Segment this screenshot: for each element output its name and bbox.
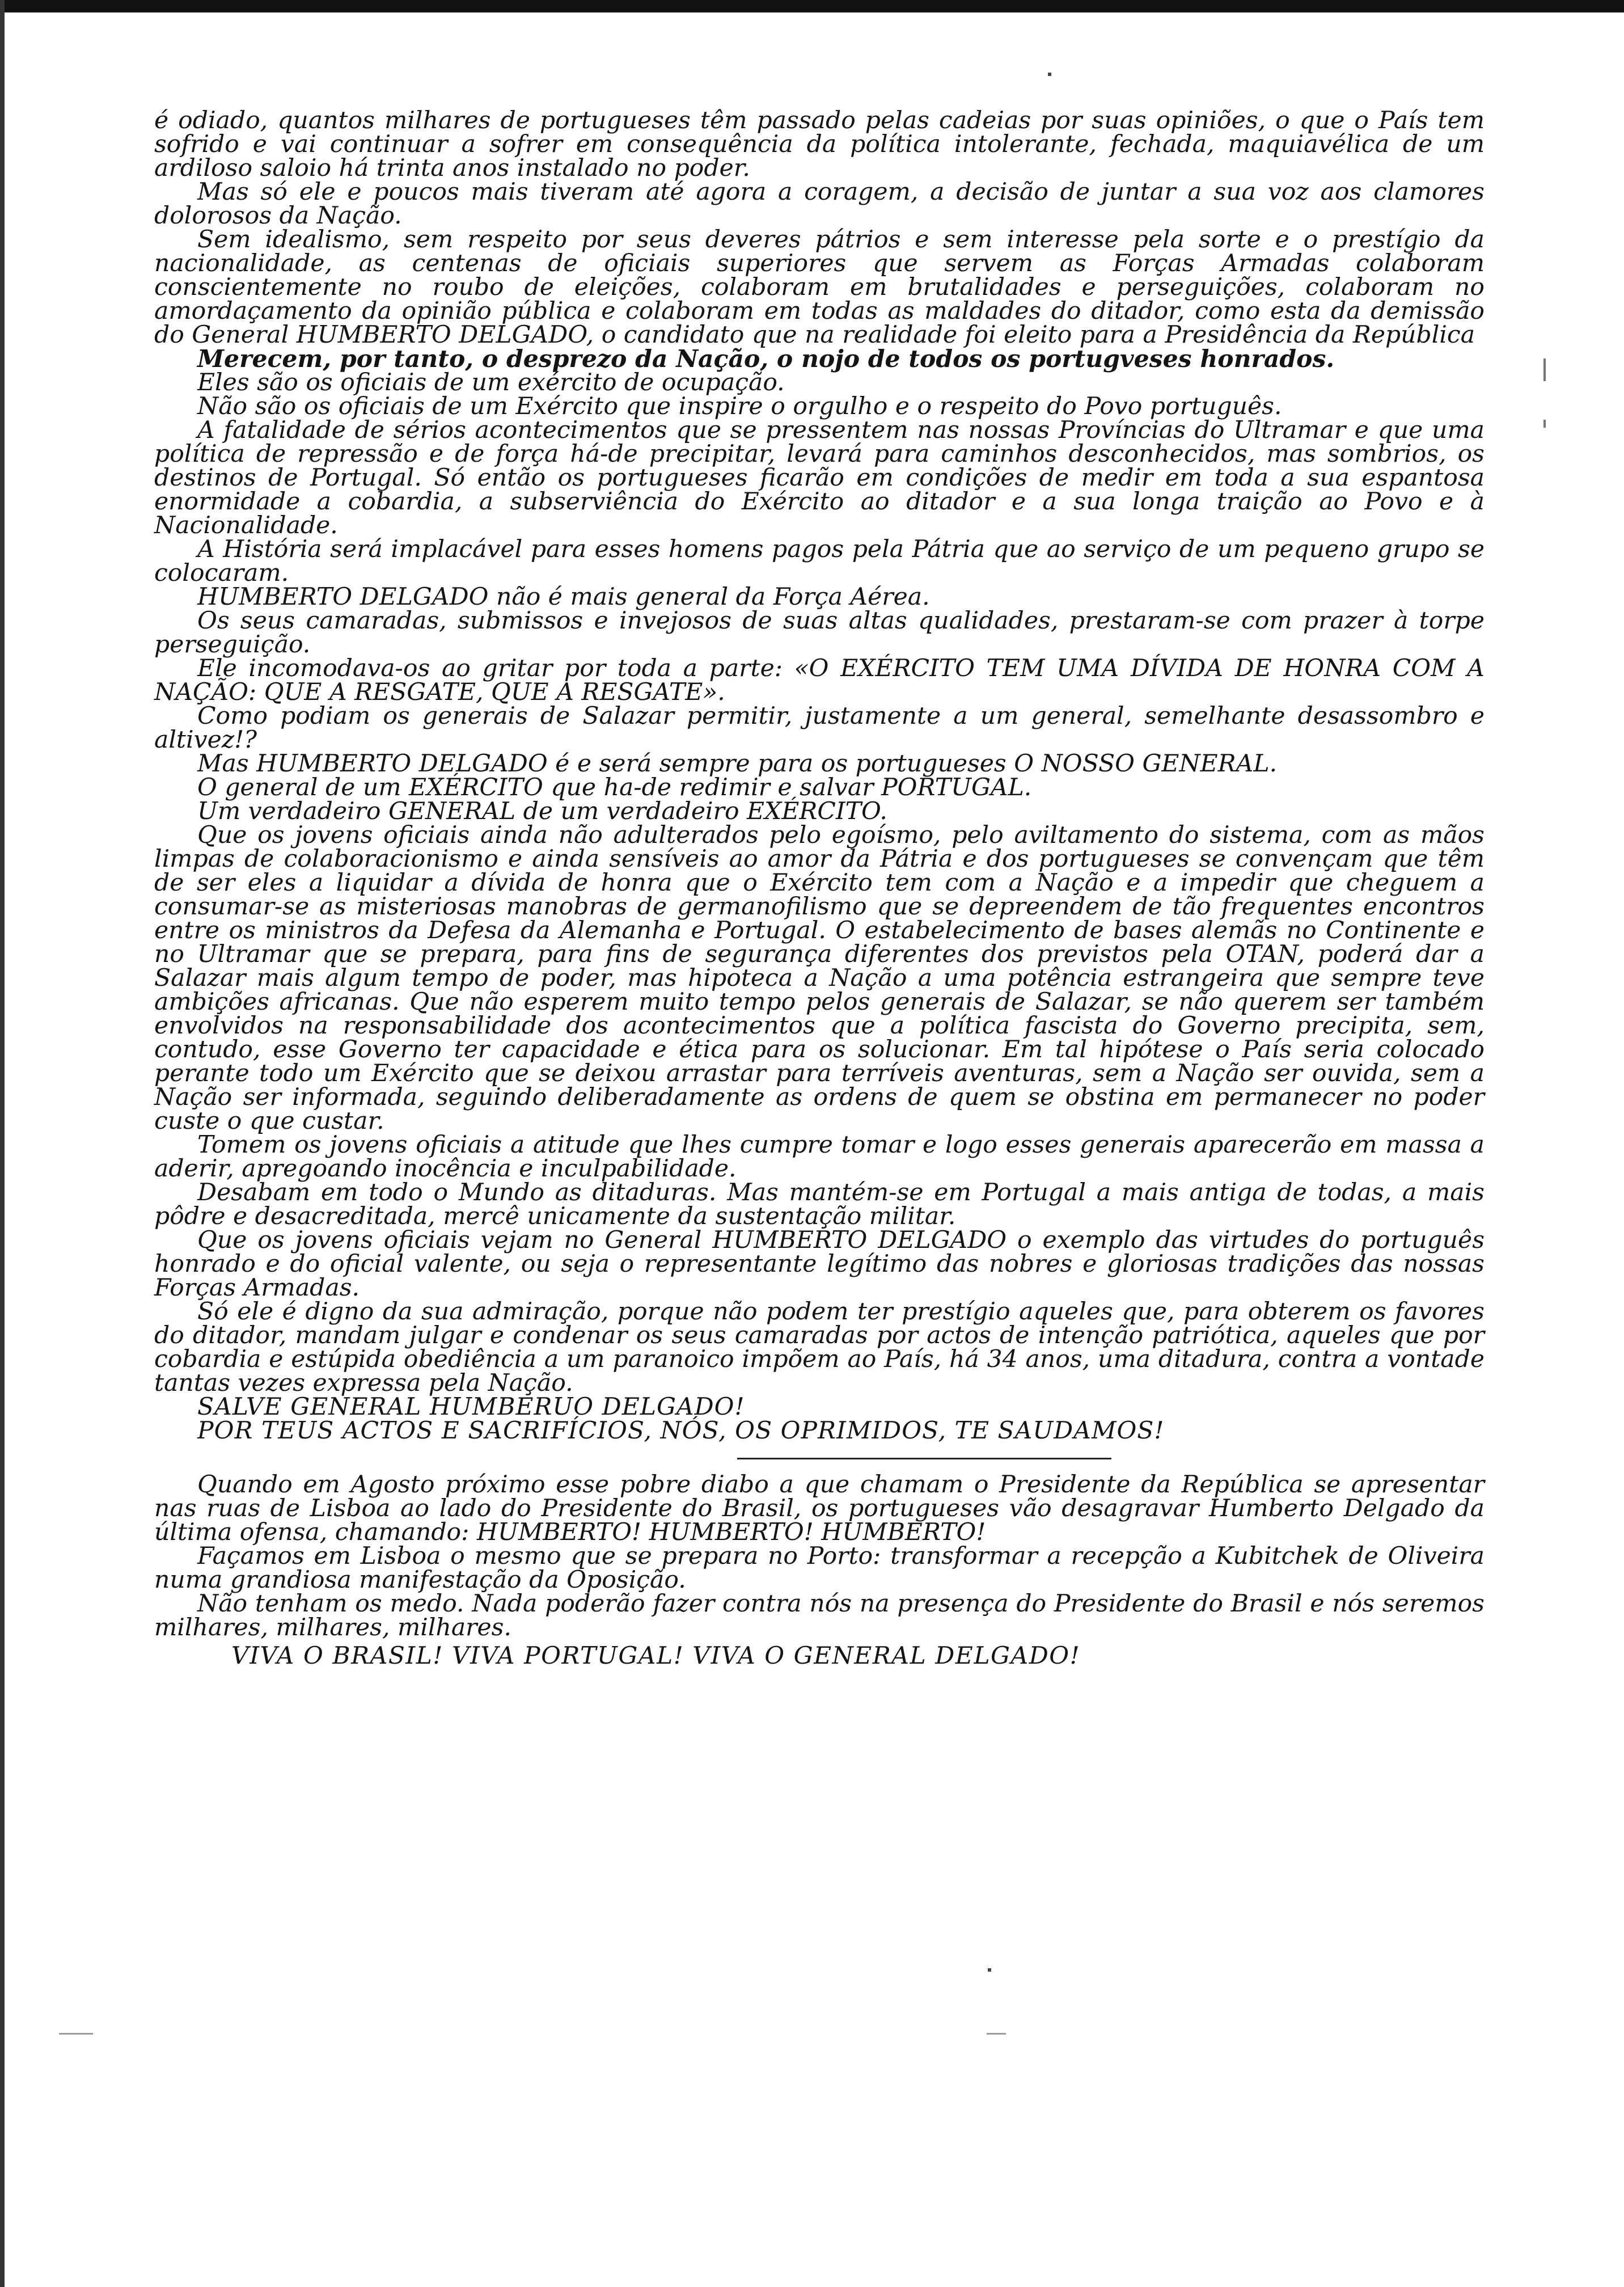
scan-speck [1048, 73, 1051, 76]
paragraph: A fatalidade de sérios acontecimentos que se pressentem nas nossas Províncias do Ultramar e que uma política de repressão e de força há-de precipitar, levará para caminhos desconhecidos, mas sombrios, os destinos de Portugal. Só então os portugueses ficarão em condições de medir em toda a sua espantosa enormidade a cobardia, a subserviência do Exército ao ditador e a sua longa traição ao Povo e à Nacionalidade. [154, 416, 1485, 539]
paragraph: O general de um EXÉRCITO que ha-de redimir e salvar PORTUGAL. [197, 774, 1032, 801]
margin-mark [1543, 420, 1546, 428]
paragraph: Que os jovens oficiais vejam no General HUMBERTO DELGADO o exemplo das virtudes do português honrado e do oficial valente, ou seja o representante legítimo das nobres e gloriosas tradições das nossas Forças Armadas. [154, 1226, 1485, 1302]
final-slogan: VIVA O BRASIL! VIVA PORTUGAL! VIVA O GENERAL DELGADO! [231, 1642, 1081, 1670]
paragraph: é odiado, quantos milhares de portugueses têm passado pelas cadeias por suas opiniões, o que o País tem sofrido e vai continuar a sofrer em consequência da política intolerante, fechada, maquiavélica de um ardiloso saloio há trinta anos instalado no poder. [154, 107, 1485, 182]
paragraph: Só ele é digno da sua admiração, porque não podem ter prestígio aqueles que, para obterem os favores do ditador, mandam julgar e condenar os seus camaradas por actos de intenção patriótica, aqueles que por cobardia e estúpida obediência a um paranoico impõem ao País, há 34 anos, uma ditadura, contra a vontade tantas vezes expressa pela Nação. [154, 1298, 1485, 1397]
paragraph: Um verdadeiro GENERAL de um verdadeiro EXÉRCITO. [197, 798, 887, 825]
closing-paragraph: Façamos em Lisboa o mesmo que se prepara no Porto: transformar a recepção a Kubitchek de Oliveira numa grandiosa manifestação da Oposição. [154, 1542, 1485, 1594]
paragraph: Ele incomodava-os ao gritar por toda a parte: «O EXÉRCITO TEM UMA DÍVIDA DE HONRA COM A NAÇÃO: QUE A RESGATE, QUE A RESGATE». [154, 655, 1485, 706]
closing-paragraph: Quando em Agosto próximo esse pobre diabo a que chamam o Presidente da República se apresentar nas ruas de Lisboa ao lado do Presidente do Brasil, os portugueses vão desagravar Humberto Delgado da última ofensa, chamando: HUMBERTO! HUMBERTO! HUMBERTO! [154, 1471, 1485, 1546]
paragraph: Mas só ele e poucos mais tiveram até agora a coragem, a decisão de juntar a sua voz aos clamores dolorosos da Nação. [154, 178, 1485, 230]
section-divider [737, 1458, 1111, 1459]
closing-paragraph: Não tenham os medo. Nada poderão fazer contra nós na presença do Presidente do Brasil e nós seremos milhares, milhares, milhares. [154, 1590, 1485, 1642]
paragraph: Eles são os oficiais de um exército de ocupação. [197, 369, 785, 396]
salute-line: POR TEUS ACTOS E SACRIFÍCIOS, NÓS, OS OPRIMIDOS, TE SAUDAMOS! [197, 1417, 1165, 1445]
scan-dash [59, 2033, 93, 2035]
salute-line: SALVE GENERAL HUMBERUO DELGADO! [197, 1393, 745, 1421]
margin-mark [1543, 358, 1546, 381]
paragraph: Mas HUMBERTO DELGADO é e será sempre para os portugueses O NOSSO GENERAL. [197, 750, 1278, 778]
paragraph: Desabam em todo o Mundo as ditaduras. Mas mantém-se em Portugal a mais antiga de todas, a mais pôdre e desacreditada, mercê unicamente da sustentação militar. [154, 1179, 1485, 1230]
paragraph: Que os jovens oficiais ainda não adulterados pelo egoísmo, pelo aviltamento do sistema, com as mãos limpas de colaboracionismo e ainda sensíveis ao amor da Pátria e dos portugueses se convençam que têm de ser eles a liquidar a dívida de honra que o Exército tem com a Nação e a impedir que cheguem a consumar-se as misteriosas manobras de germanofilismo que se depreendem de tão frequentes encontros entre os ministros da Defesa da Alemanha e Portugal. O estabelecimento de bases alemãs no Continente e no Ultramar que se prepara, para fins de segurança diferentes dos previstos pela OTAN, poderá dar a Salazar mais algum tempo de poder, mas hipoteca a Nação a uma potência estrangeira que sempre teve ambições africanas. Que não esperem muito tempo pelos generais de Salazar, se não querem ser também envolvidos na responsabilidade dos acontecimentos que a política fascista do Governo precipita, sem, contudo, esse Governo ter capacidade e ética para os solucionar. Em tal hipótese o País seria colocado perante todo um Exército que se deixou arrastar para terríveis aventuras, sem a Nação ser ouvida, sem a Nação ser informada, seguindo deliberadamente as ordens de quem se obstina em permanecer no poder custe o que custar. [154, 821, 1485, 1135]
paragraph: A História será implacável para esses homens pagos pela Pátria que ao serviço de um pequeno grupo se colocaram. [154, 535, 1485, 587]
paragraph: Sem idealismo, sem respeito por seus deveres pátrios e sem interesse pela sorte e o prestígio da nacionalidade, as centenas de oficiais superiores que servem as Forças Armadas colaboram conscientemente no roubo de eleições, colaboram em brutalidades e perseguições, colaboram no amordaçamento da opinião pública e colaboram em todas as maldades do ditador, como esta da demissão do General HUMBERTO DELGADO, o candidato que na realidade foi eleito para a Presidência da República [154, 226, 1485, 349]
paragraph: Como podiam os generais de Salazar permitir, justamente a um general, semelhante desassombro e altivez!? [154, 702, 1485, 754]
paragraph: Não são os oficiais de um Exército que inspire o orgulho e o respeito do Povo português. [197, 393, 1282, 420]
scan-speck [988, 1968, 991, 1972]
scan-dash [987, 2033, 1006, 2035]
leaflet-text [154, 109, 1485, 1668]
left-border [0, 0, 5, 2287]
paragraph: Os seus camaradas, submissos e invejosos de suas altas qualidades, prestaram-se com prazer à torpe perseguição. [154, 607, 1485, 659]
paragraph: Merecem, por tanto, o desprezo da Nação, o nojo de todos os portugveses honrados. [197, 345, 1335, 373]
top-border [0, 0, 1624, 12]
paragraph: HUMBERTO DELGADO não é mais general da Força Aérea. [197, 583, 930, 611]
paragraph: Tomem os jovens oficiais a atitude que lhes cumpre tomar e logo esses generais aparecerão em massa a aderir, apregoando inocência e inculpabilidade. [154, 1131, 1485, 1183]
